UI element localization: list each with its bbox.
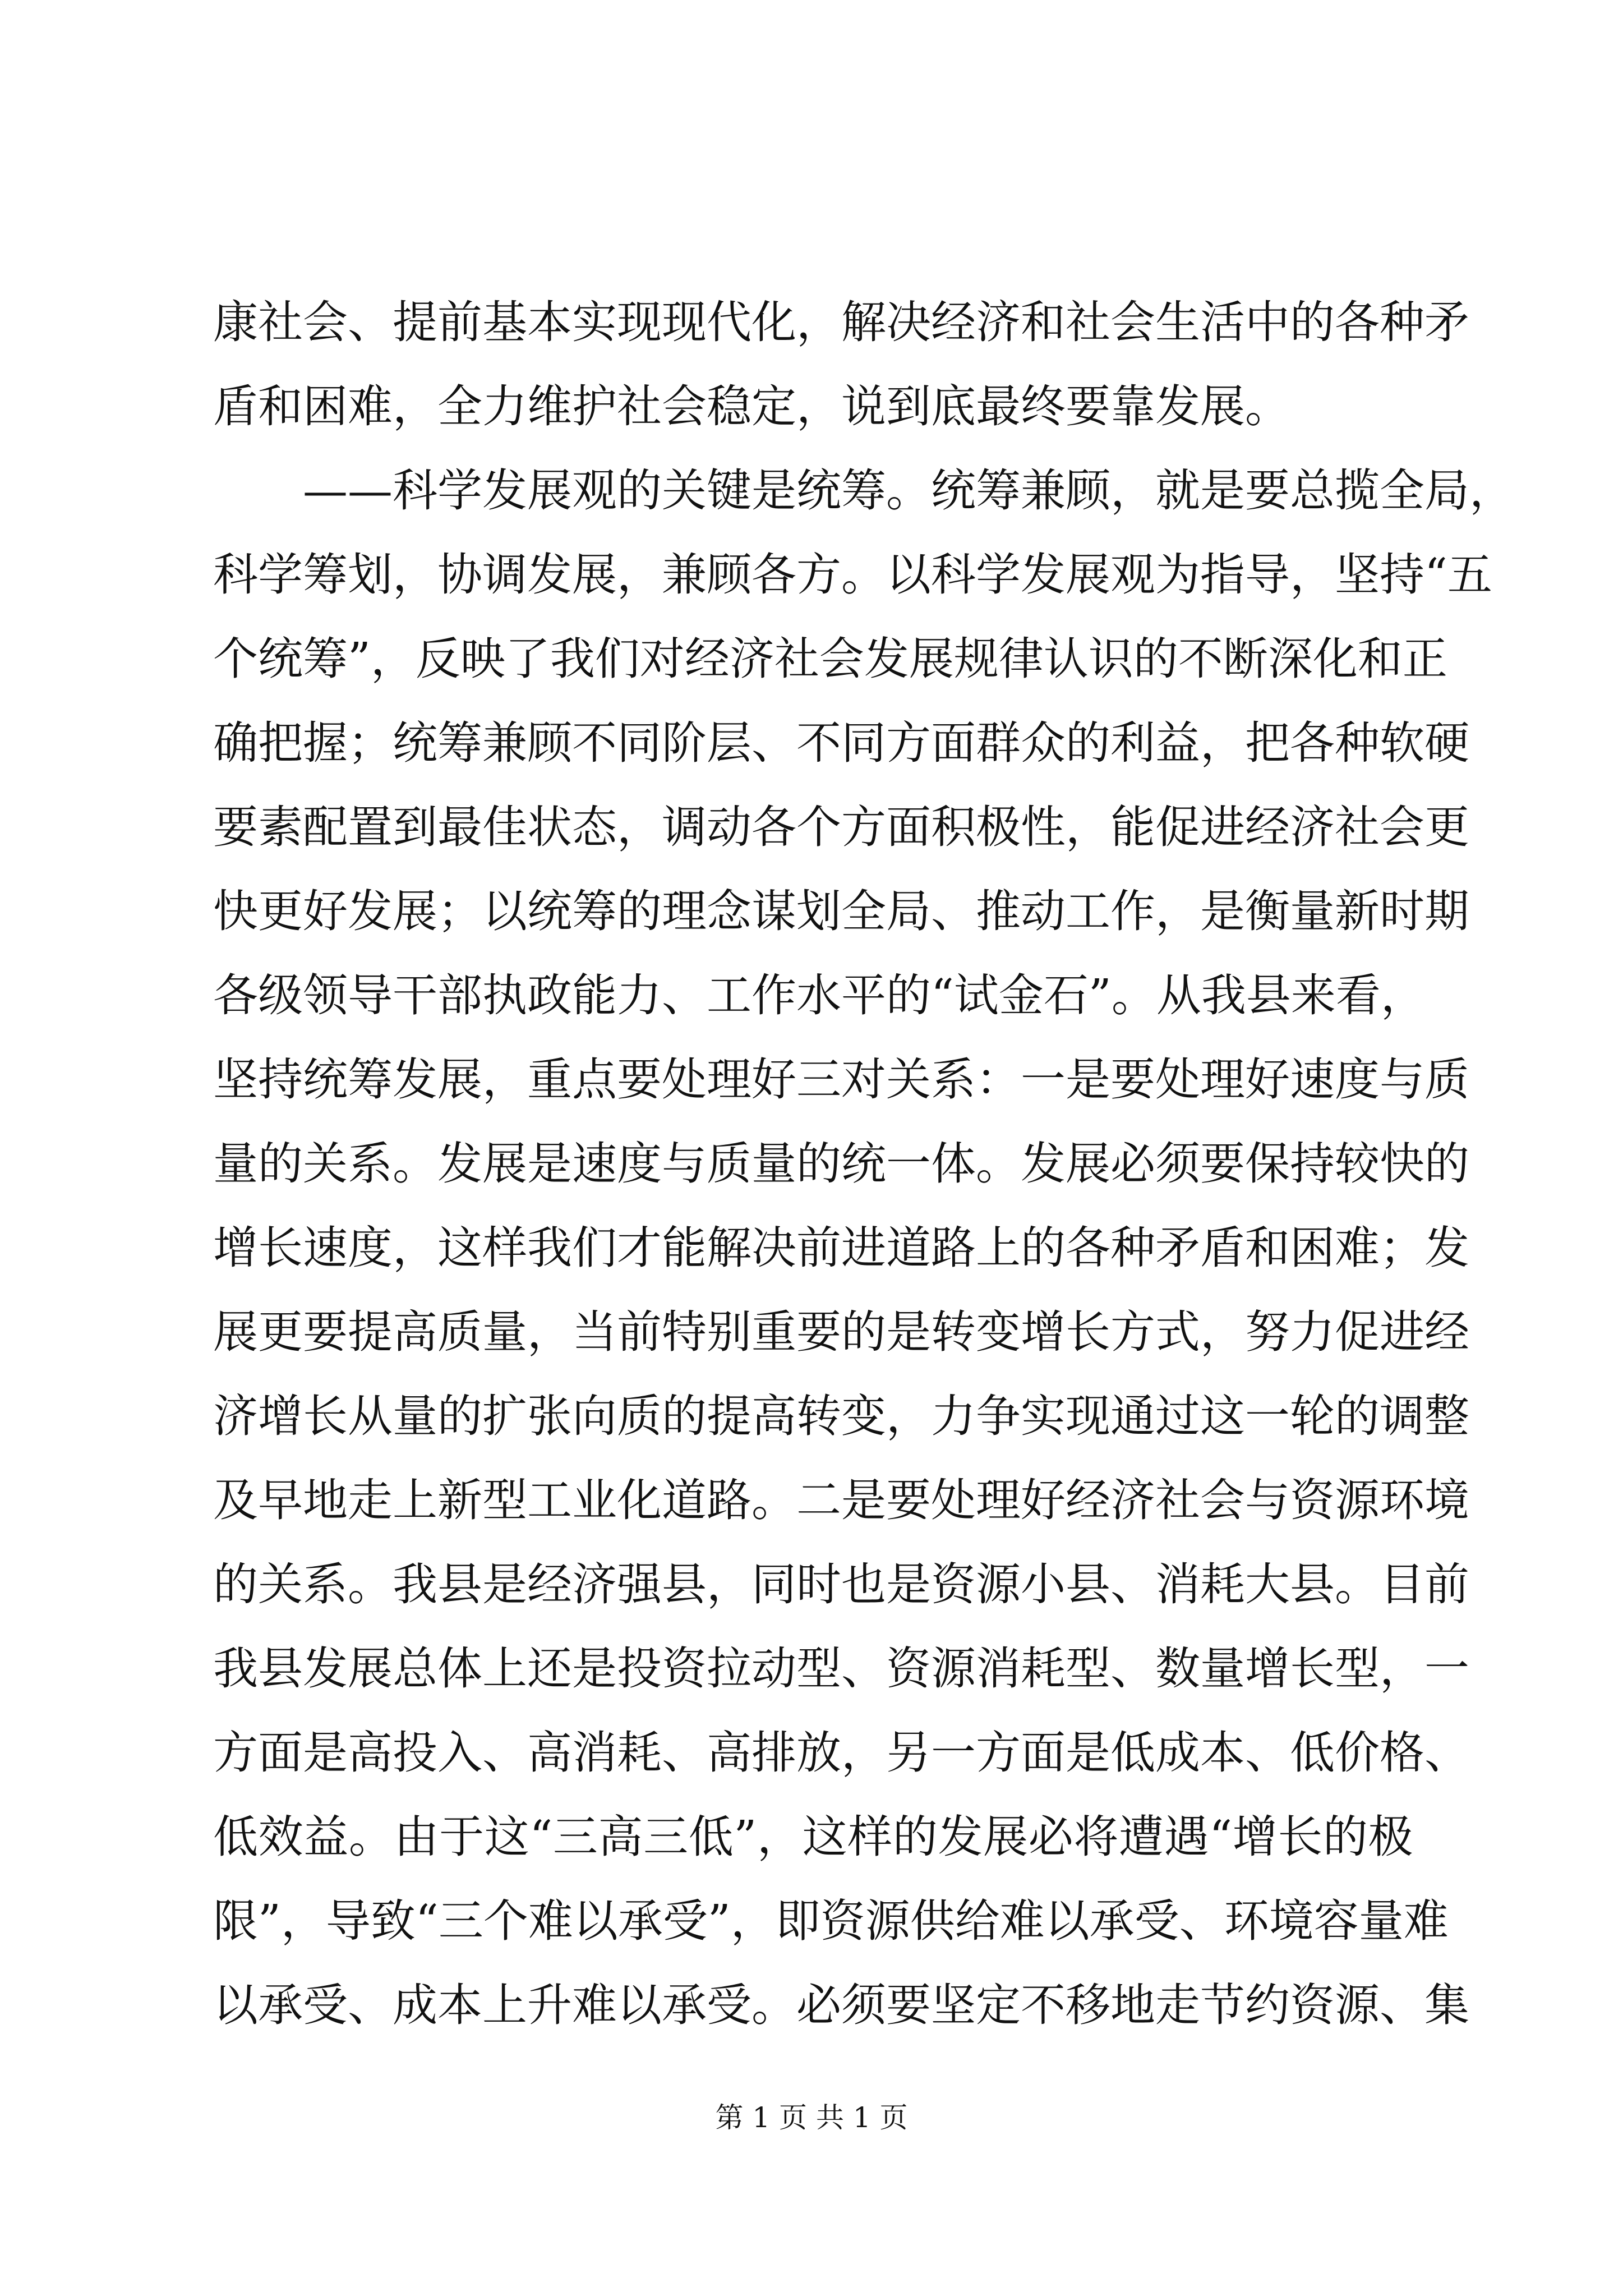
text-line: 以 承 受 、 成 本 上 升 难 以 承 受 。 必 须 要 坚 定 不 移 地 走 节 约 资 源 、 集 <box>213 1979 1469 2031</box>
text-line: 快 更 好 发 展 ； 以 统 筹 的 理 念 谋 划 全 局 、 推 动 工 作 ， 是 衡 量 新 时 期 <box>213 885 1469 937</box>
text-line: 低 效 益 。 由 于 这 “ 三 高 三 低 ” ， 这 样 的 发 展 必 将 遭 遇 “ 增 长 的 极 <box>213 1811 1413 1863</box>
text-line: 量 的 关 系 。 发 展 是 速 度 与 质 量 的 统 一 体 。 发 展 必 须 要 保 持 较 快 的 <box>213 1138 1469 1190</box>
page-footer: 第 1 页 共 1 页 <box>715 2101 908 2134</box>
text-line: 增 长 速 度 ， 这 样 我 们 才 能 解 决 前 进 道 路 上 的 各 种 矛 盾 和 困 难 ； 发 <box>213 1222 1469 1274</box>
text-line: 盾和困难，全力维护社会稳定，说到底最终要靠发展。 <box>213 380 1290 432</box>
text-line: 限 ” ， 导 致 “ 三 个 难 以 承 受 ” ， 即 资 源 供 给 难 以 承 受 、 环 境 容 量 难 <box>213 1895 1449 1947</box>
text-line: 康 社 会 、 提 前 基 本 实 现 现 代 化 ， 解 决 经 济 和 社 会 生 活 中 的 各 种 矛 <box>213 296 1469 348</box>
text-line: 个 统 筹 ” ， 反 映 了 我 们 对 经 济 社 会 发 展 规 律 认 识 的 不 断 深 化 和 正 <box>213 633 1447 685</box>
text-line: — — 科 学 发 展 观 的 关 键 是 统 筹 。 统 筹 兼 顾 ， 就 是 要 总 揽 全 局 ， <box>303 464 1514 517</box>
text-line: 要 素 配 置 到 最 佳 状 态 ， 调 动 各 个 方 面 积 极 性 ， 能 促 进 经 济 社 会 更 <box>213 801 1469 853</box>
text-line: 科 学 筹 划 ， 协 调 发 展 ， 兼 顾 各 方 。 以 科 学 发 展 观 为 指 导 ， 坚 持 “ 五 <box>213 549 1492 601</box>
text-line: 坚 持 统 筹 发 展 ， 重 点 要 处 理 好 三 对 关 系 ： 一 是 要 处 理 好 速 度 与 质 <box>213 1053 1469 1106</box>
text-line: 确 把 握 ； 统 筹 兼 顾 不 同 阶 层 、 不 同 方 面 群 众 的 利 益 ， 把 各 种 软 硬 <box>213 717 1469 769</box>
text-line: 我 县 发 展 总 体 上 还 是 投 资 拉 动 型 、 资 源 消 耗 型 、 数 量 增 长 型 ， 一 <box>213 1642 1469 1695</box>
text-line: 方 面 是 高 投 入 、 高 消 耗 、 高 排 放 ， 另 一 方 面 是 低 成 本 、 低 价 格 、 <box>213 1727 1469 1779</box>
text-line: 各 级 领 导 干 部 执 政 能 力 、 工 作 水 平 的 “ 试 金 石 ” 。 从 我 县 来 看 ， <box>213 969 1426 1022</box>
body-text <box>213 280 1514 2047</box>
text-line: 展 更 要 提 高 质 量 ， 当 前 特 别 重 要 的 是 转 变 增 长 方 式 ， 努 力 促 进 经 <box>213 1306 1469 1358</box>
text-line: 济 增 长 从 量 的 扩 张 向 质 的 提 高 转 变 ， 力 争 实 现 通 过 这 一 轮 的 调 整 <box>213 1390 1469 1442</box>
text-line: 的 关 系 。 我 县 是 经 济 强 县 ， 同 时 也 是 资 源 小 县 、 消 耗 大 县 。 目 前 <box>213 1558 1469 1611</box>
text-line: 及 早 地 走 上 新 型 工 业 化 道 路 。 二 是 要 处 理 好 经 济 社 会 与 资 源 环 境 <box>213 1474 1469 1526</box>
